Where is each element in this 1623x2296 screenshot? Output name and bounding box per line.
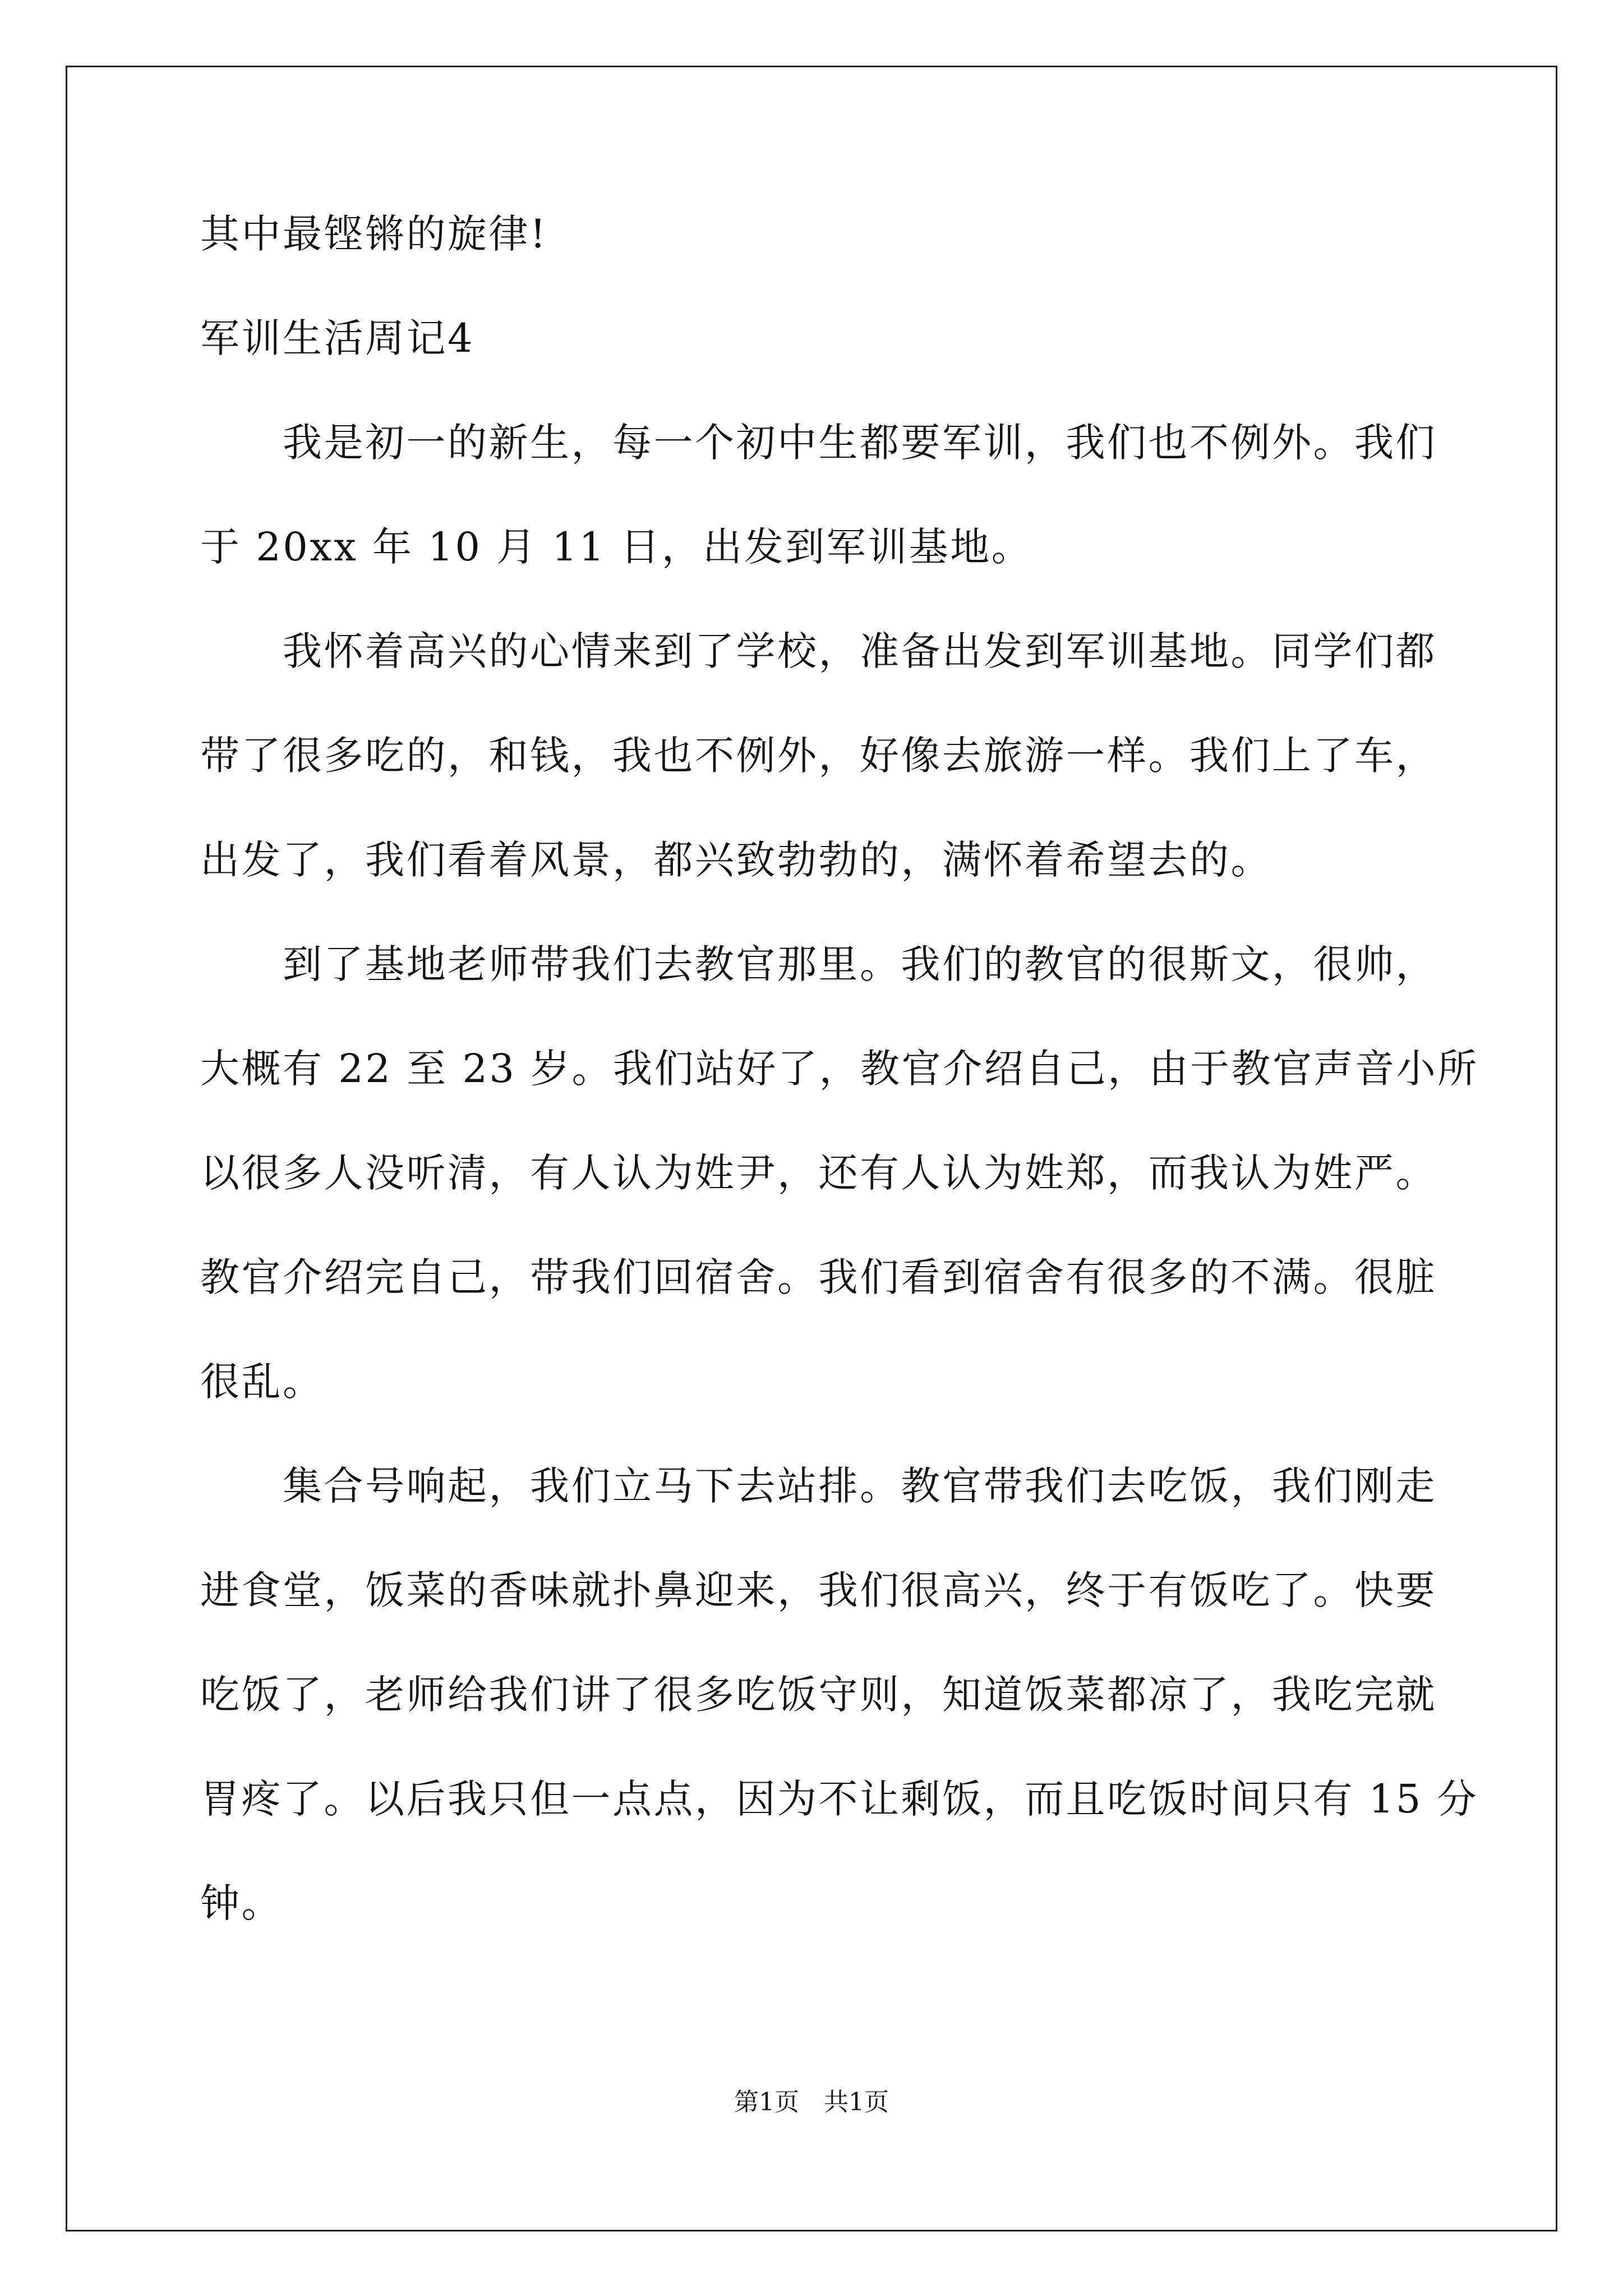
text-line: 进食堂，饭菜的香味就扑鼻迎来，我们很高兴，终于有饭吃了。快要 bbox=[200, 1567, 1437, 1613]
text-line: 其中最铿锵的旋律! bbox=[200, 211, 548, 257]
text-line: 胃疼了。以后我只但一点点，因为不让剩饭，而且吃饭时间只有 15 分 bbox=[200, 1776, 1479, 1822]
text-line: 大概有 22 至 23 岁。我们站好了，教官介绍自己，由于教官声音小所 bbox=[200, 1046, 1479, 1092]
text-line: 集合号响起，我们立马下去站排。教官带我们去吃饭，我们刚走 bbox=[200, 1463, 1437, 1509]
text-line: 很乱。 bbox=[200, 1359, 324, 1405]
text-line: 我是初一的新生，每一个初中生都要军训，我们也不例外。我们 bbox=[200, 420, 1437, 466]
text-line: 钟。 bbox=[200, 1880, 283, 1926]
page-footer: 第1页 共1页 bbox=[734, 2088, 889, 2116]
text-line: 到了基地老师带我们去教官那里。我们的教官的很斯文，很帅， bbox=[200, 941, 1437, 987]
text-line: 吃饭了，老师给我们讲了很多吃饭守则，知道饭菜都凉了，我吃完就 bbox=[200, 1672, 1437, 1718]
text-line: 我怀着高兴的心情来到了学校，准备出发到军训基地。同学们都 bbox=[200, 628, 1437, 674]
text-line: 出发了，我们看着风景，都兴致勃勃的，满怀着希望去的。 bbox=[200, 837, 1272, 883]
section-title: 军训生活周记4 bbox=[200, 315, 475, 361]
text-line: 带了很多吃的，和钱，我也不例外，好像去旅游一样。我们上了车， bbox=[200, 733, 1437, 779]
text-line: 于 20xx 年 10 月 11 日，出发到军训基地。 bbox=[200, 524, 1033, 570]
text-line: 教官介绍完自己，带我们回宿舍。我们看到宿舍有很多的不满。很脏 bbox=[200, 1254, 1437, 1300]
text-line: 以很多人没听清，有人认为姓尹，还有人认为姓郑，而我认为姓严。 bbox=[200, 1150, 1437, 1196]
